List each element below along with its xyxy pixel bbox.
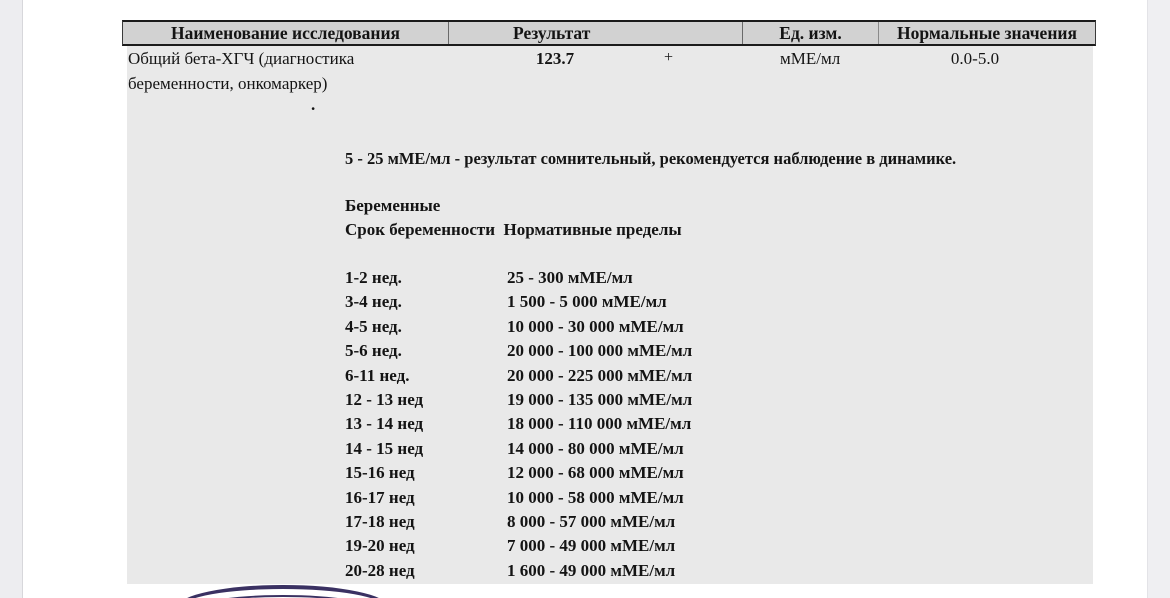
gestation-period: 4-5 нед.	[345, 316, 402, 336]
test-name-line1: Общий бета-ХГЧ (диагностика	[128, 49, 355, 68]
reference-range: 1 600 - 49 000 мМЕ/мл	[507, 560, 676, 580]
gestation-period: 19-20 нед	[345, 536, 415, 556]
reference-range: 12 000 - 68 000 мМЕ/мл	[507, 463, 684, 483]
gestation-period: 6-11 нед.	[345, 365, 410, 385]
reference-range: 14 000 - 80 000 мМЕ/мл	[507, 438, 684, 458]
pregnant-heading: Беременные	[345, 196, 441, 215]
reference-row	[345, 266, 692, 290]
result-flag: +	[664, 49, 674, 66]
reference-row	[345, 461, 692, 485]
gestation-period: 13 - 14 нед	[345, 414, 424, 434]
column-header-normal-values: Нормальные значения	[897, 22, 1077, 43]
hcg-reference-table	[345, 266, 692, 583]
comment-dot: .	[311, 95, 316, 114]
clinic-stamp	[178, 585, 388, 598]
reference-range: 10 000 - 58 000 мМЕ/мл	[507, 487, 684, 507]
reference-row	[345, 290, 692, 314]
gestation-period: 17-18 нед	[345, 511, 415, 531]
normal-range: 0.0-5.0	[950, 49, 1000, 68]
gestation-period: 5-6 нед.	[345, 341, 402, 361]
gestation-period: 12 - 13 нед	[345, 389, 424, 409]
reference-row	[345, 388, 692, 412]
gestation-period: 1-2 нед.	[345, 268, 402, 287]
reference-range: 20 000 - 100 000 мМЕ/мл	[507, 341, 693, 361]
reference-row	[345, 315, 692, 339]
reference-range: 8 000 - 57 000 мМЕ/мл	[507, 511, 676, 531]
reference-row	[345, 559, 692, 583]
reference-subheading: Срок беременности Нормативные пределы	[345, 220, 682, 239]
reference-range: 19 000 - 135 000 мМЕ/мл	[507, 389, 693, 409]
reference-row	[345, 412, 692, 436]
column-header-test-name: Наименование исследования	[123, 22, 449, 44]
interpretation-note: 5 - 25 мМЕ/мл - результат сомнительный, рекомендуется наблюдение в динамике.	[345, 149, 957, 168]
gestation-period: 15-16 нед	[345, 463, 415, 483]
test-name-line2: беременности, онкомаркер)	[128, 74, 328, 93]
results-table-header	[122, 20, 1096, 46]
gestation-period: 3-4 нед.	[345, 292, 402, 312]
reference-row	[345, 364, 692, 388]
result-value: 123.7	[535, 49, 575, 68]
reference-range: 7 000 - 49 000 мМЕ/мл	[507, 536, 676, 556]
window-edge-left	[0, 0, 23, 598]
reference-row	[345, 486, 692, 510]
reference-range: 25 - 300 мМЕ/мл	[507, 268, 633, 287]
reference-range: 20 000 - 225 000 мМЕ/мл	[507, 365, 693, 385]
reference-row	[345, 534, 692, 558]
column-header-units: Ед. изм.	[743, 22, 879, 44]
gestation-period: 16-17 нед	[345, 487, 415, 507]
reference-range: 1 500 - 5 000 мМЕ/мл	[507, 292, 667, 312]
reference-row	[345, 510, 692, 534]
result-units: мМЕ/мл	[780, 49, 841, 68]
reference-range: 18 000 - 110 000 мМЕ/мл	[507, 414, 692, 434]
gestation-period: 20-28 нед	[345, 560, 415, 580]
window-edge-right	[1147, 0, 1170, 598]
gestation-period: 14 - 15 нед	[345, 438, 424, 458]
reference-row	[345, 437, 692, 461]
reference-range: 10 000 - 30 000 мМЕ/мл	[507, 316, 684, 336]
reference-row	[345, 339, 692, 363]
column-header-result: Результат	[449, 22, 743, 44]
